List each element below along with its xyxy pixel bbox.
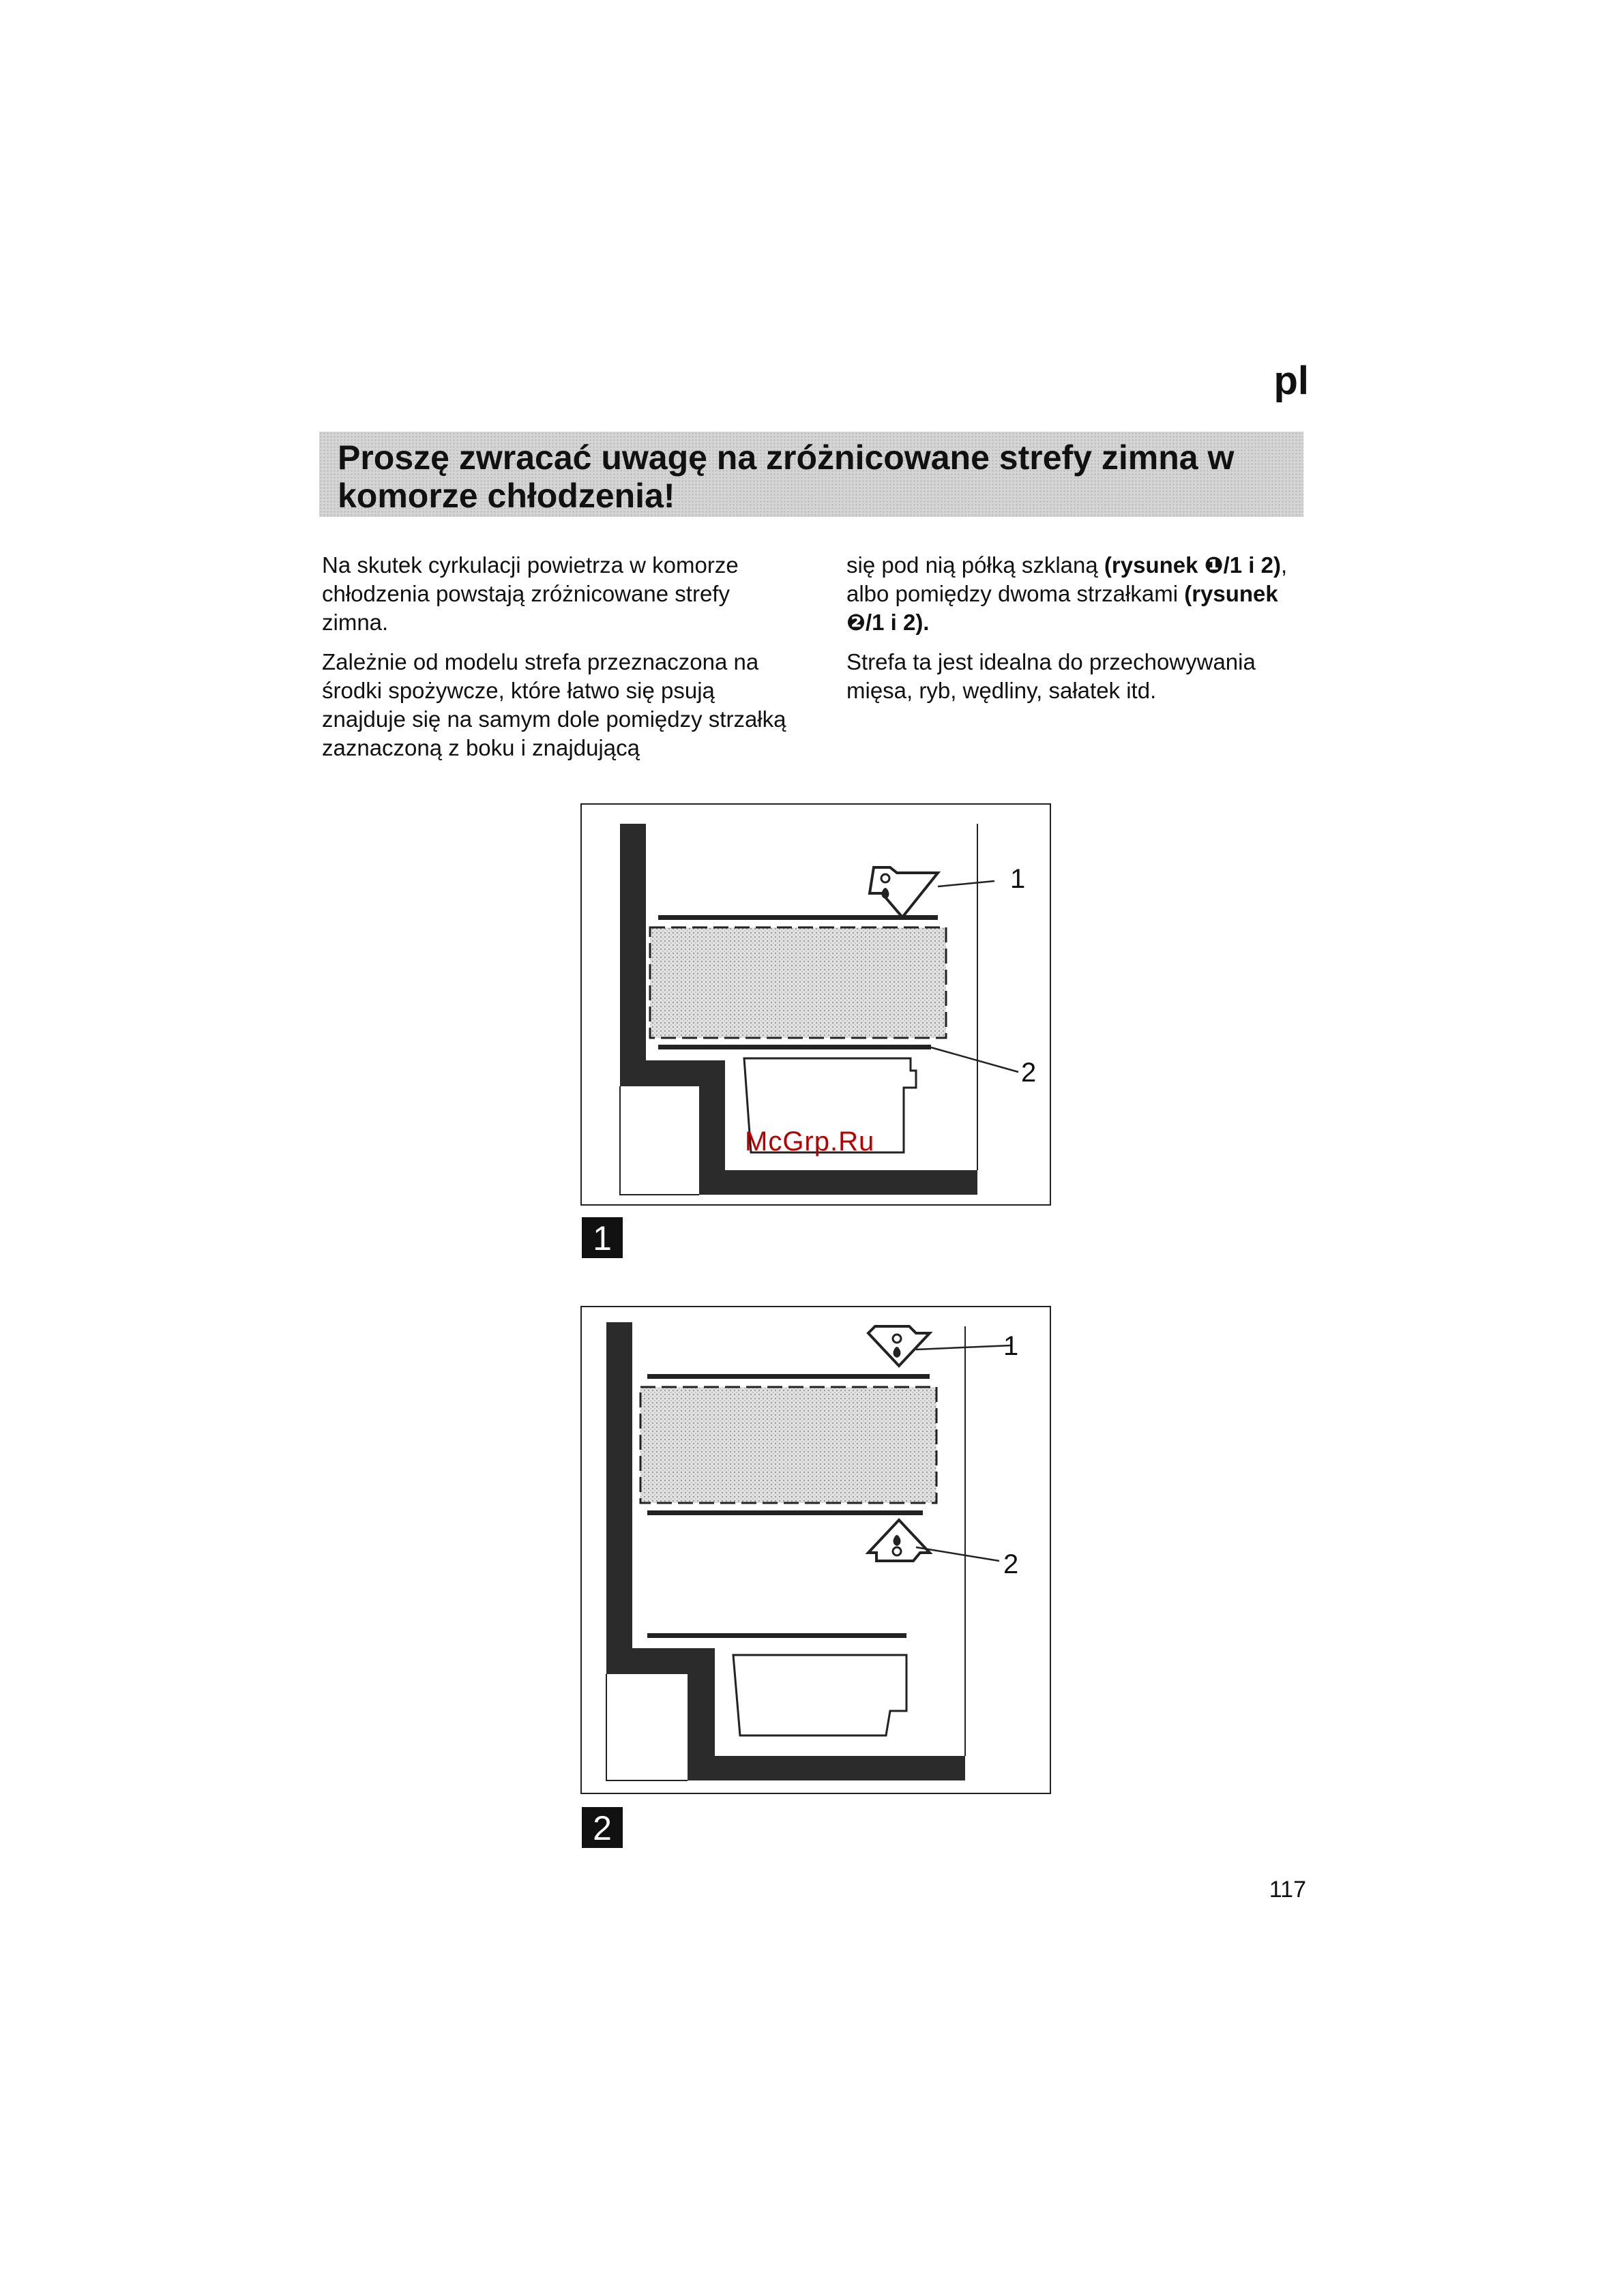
compressor-box bbox=[620, 1086, 699, 1195]
text-column-left bbox=[322, 551, 793, 773]
label-2: 2 bbox=[1003, 1549, 1019, 1579]
leader-line-2 bbox=[931, 1047, 1018, 1072]
cold-zone-marker-icon bbox=[870, 867, 938, 917]
watermark: McGrp.Ru bbox=[745, 1127, 875, 1157]
paragraph-1: Na skutek cyrkulacji powietrza w komorze chłodzenia powstają zróżnicowane strefy zimna. bbox=[322, 552, 739, 635]
glass-shelf-bottom bbox=[658, 1045, 931, 1049]
cold-zone bbox=[650, 927, 946, 1038]
figure-1-number: 1 bbox=[582, 1217, 623, 1258]
vegetable-drawer bbox=[733, 1655, 906, 1735]
title-band bbox=[319, 432, 1303, 517]
label-1: 1 bbox=[1010, 864, 1026, 894]
page-title: Proszę zwracać uwagę na zróżnicowane strefy zimna w komorze chłodzenia! bbox=[338, 438, 1235, 515]
glass-shelf-top bbox=[647, 1374, 930, 1379]
label-2: 2 bbox=[1021, 1058, 1037, 1088]
figure-2-svg bbox=[582, 1307, 1050, 1793]
paragraph-2: Zależnie od modelu strefa przeznaczona na środki spożywcze, które łatwo się psują znajduje się na samym dole pomiędzy strzałką zaznaczoną z boku i znajdującą bbox=[322, 649, 786, 760]
shelf-middle bbox=[647, 1510, 923, 1515]
page-number: 117 bbox=[1269, 1877, 1306, 1903]
figure-reference-1: (rysunek ❶/1 i 2) bbox=[1104, 552, 1281, 578]
figure-2-diagram bbox=[580, 1306, 1051, 1794]
glass-shelf-top bbox=[658, 915, 938, 920]
paragraph-4: Strefa ta jest idealna do przechowywania mięsa, ryb, wędliny, sałatek itd. bbox=[846, 649, 1256, 703]
figure-reference-2: (rysunek ❷/1 i 2). bbox=[846, 581, 1278, 635]
figure-2-number: 2 bbox=[582, 1807, 623, 1848]
shelf-lower bbox=[647, 1633, 906, 1638]
paragraph-3-middle: , albo pomiędzy dwoma strzałkami bbox=[846, 552, 1288, 606]
leader-line-1 bbox=[916, 1345, 1012, 1350]
cold-zone-marker-top-icon bbox=[868, 1326, 930, 1366]
compressor-box bbox=[606, 1674, 688, 1780]
paragraph-3-start: się pod nią półką szklaną bbox=[846, 552, 1104, 578]
leader-line-1 bbox=[938, 881, 994, 886]
label-1: 1 bbox=[1003, 1331, 1019, 1361]
language-tag: pl bbox=[1273, 359, 1309, 403]
cold-zone-marker-bottom-icon bbox=[868, 1520, 930, 1561]
cold-zone bbox=[640, 1387, 936, 1503]
paragraph-3 bbox=[846, 551, 1317, 637]
text-column-right bbox=[846, 551, 1317, 716]
